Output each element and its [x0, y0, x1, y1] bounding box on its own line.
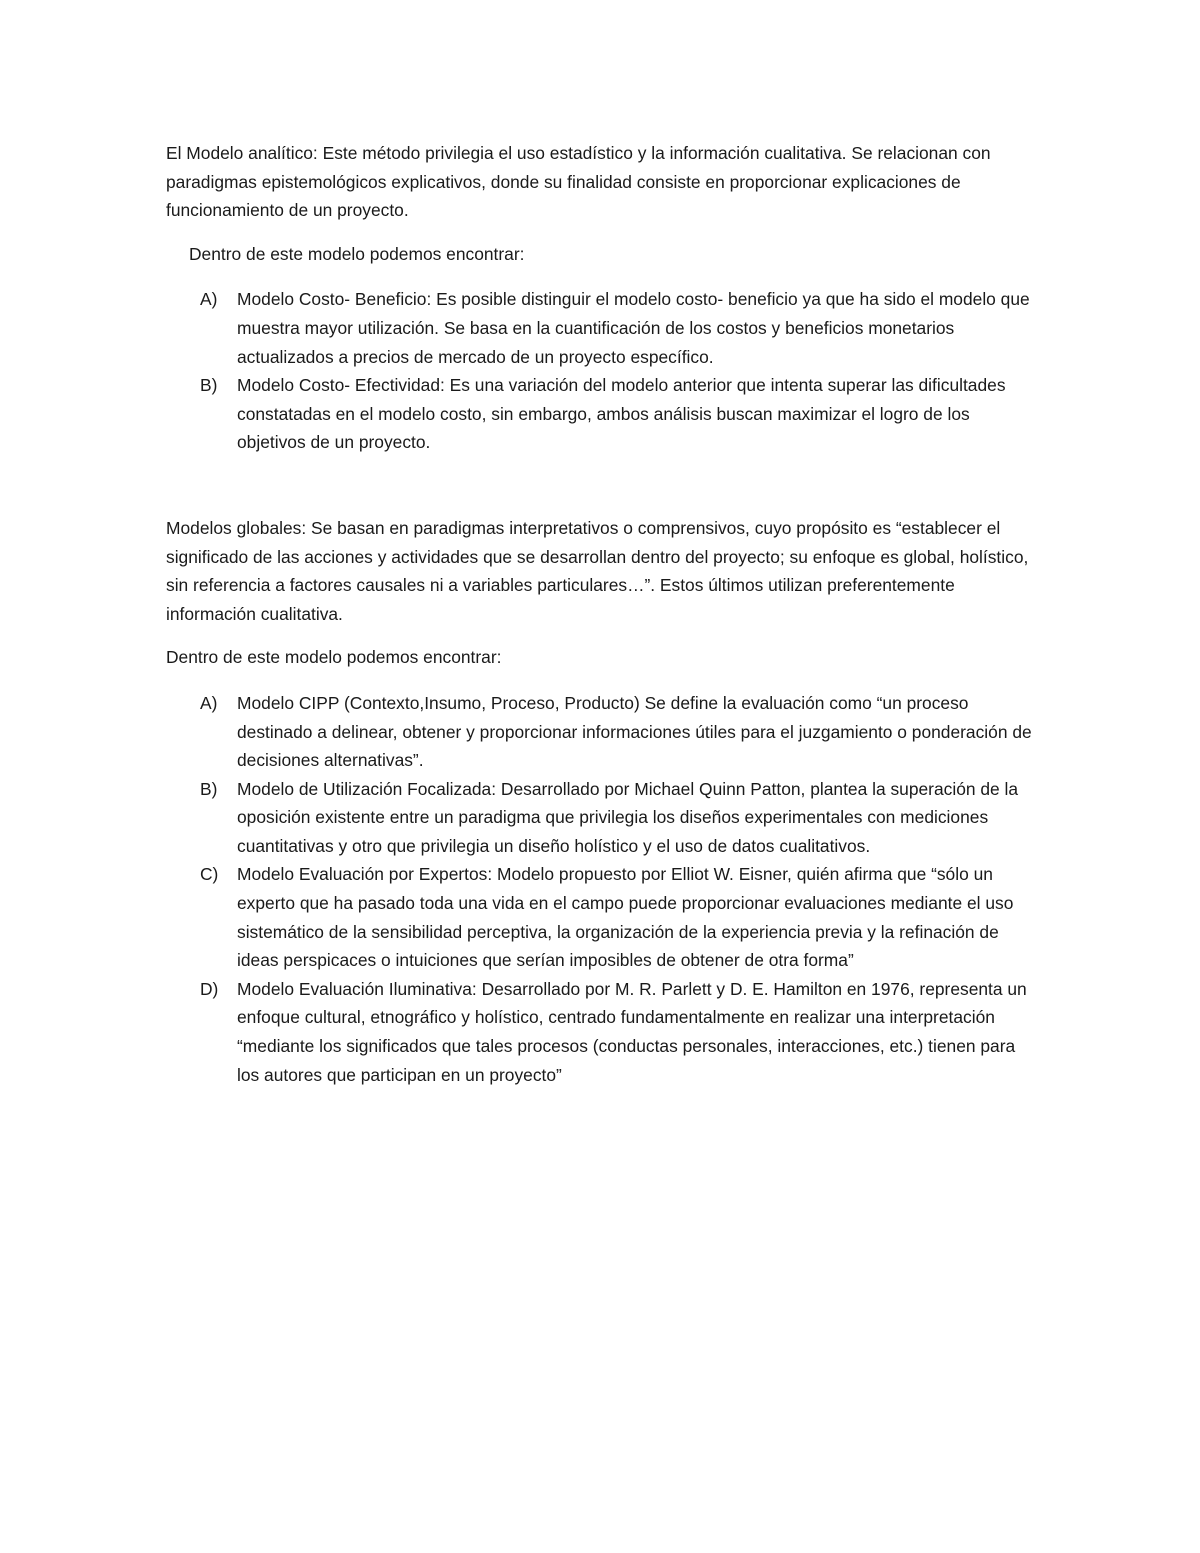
list-marker: B) [200, 375, 218, 396]
list-marker: A) [200, 692, 218, 713]
list-item-text: Modelo CIPP (Contexto,Insumo, Proceso, Producto) Se define la evaluación como “un proceso destinado a delinear, obtener y proporcionar informaciones útiles para el juzgamiento o ponderación de decisiones alternativas”. [237, 692, 1032, 771]
global-models-intro: Dentro de este modelo podemos encontrar: [166, 647, 502, 668]
list-item [166, 860, 1041, 974]
list-item [166, 285, 1041, 371]
analytic-model-paragraph: El Modelo analítico: Este método privilegia el uso estadístico y la información cualitativa. Se relacionan con paradigmas epistemológicos explicativos, donde su finalidad consiste en proporcionar explicaciones de funcionamiento de un proyecto. [166, 143, 991, 221]
list-item [166, 689, 1041, 775]
list-item-text: Modelo Costo- Efectividad: Es una variación del modelo anterior que intenta superar las dificultades constatadas en el modelo costo, sin embargo, ambos análisis buscan maximizar el logro de los objetivos de un proyecto. [237, 375, 1006, 453]
list-item [166, 975, 1041, 1089]
list-item [166, 775, 1041, 861]
list-item-text: Modelo Evaluación Iluminativa: Desarrollado por M. R. Parlett y D. E. Hamilton en 1976, representa un enfoque cultural, etnográfico y holístico, centrado fundamentalmente en realizar una interpretación “mediante los significados que tales procesos (conductas personales, interacciones, etc.) tienen para los autores que participan en un proyecto” [237, 978, 1027, 1085]
global-models-list [166, 689, 1041, 1089]
list-marker: B) [200, 778, 218, 799]
analytic-model-intro: Dentro de este modelo podemos encontrar: [189, 243, 525, 264]
list-item-text: Modelo Evaluación por Expertos: Modelo propuesto por Elliot W. Eisner, quién afirma que “sólo un experto que ha pasado toda una vida en el campo puede proporcionar evaluaciones mediante el uso sistemático de la sensibilidad perceptiva, la organización de la experiencia previa y la refinación de ideas perspicaces o intuiciones que serían imposibles de obtener de otra forma” [237, 864, 1014, 971]
list-marker: D) [200, 978, 219, 999]
list-item-text: Modelo de Utilización Focalizada: Desarrollado por Michael Quinn Patton, plantea la superación de la oposición existente entre un paradigma que privilegia los diseños experimentales con mediciones cuantitativas y otro que privilegia un diseño holístico y el uso de datos cualitativos. [237, 778, 1019, 856]
list-item-text: Modelo Costo- Beneficio: Es posible distinguir el modelo costo- beneficio ya que ha sido el modelo que muestra mayor utilización. Se basa en la cuantificación de los costos y beneficios monetarios actualizados a precios de mercado de un proyecto específico. [237, 289, 1030, 367]
section-spacer [166, 457, 1041, 514]
global-models-paragraph: Modelos globales: Se basan en paradigmas interpretativos o comprensivos, cuyo propósito es “establecer el significado de las acciones y actividades que se desarrollan dentro del proyecto; su enfoque es global, holístico, sin referencia a factores causales ni a variables particulares…”. Estos últimos utilizan preferentemente información cualitativa. [166, 517, 1029, 624]
analytic-model-list [166, 285, 1041, 457]
list-marker: C) [200, 864, 219, 885]
list-item [166, 371, 1041, 457]
document-body [166, 139, 1041, 1089]
list-marker: A) [200, 289, 218, 310]
